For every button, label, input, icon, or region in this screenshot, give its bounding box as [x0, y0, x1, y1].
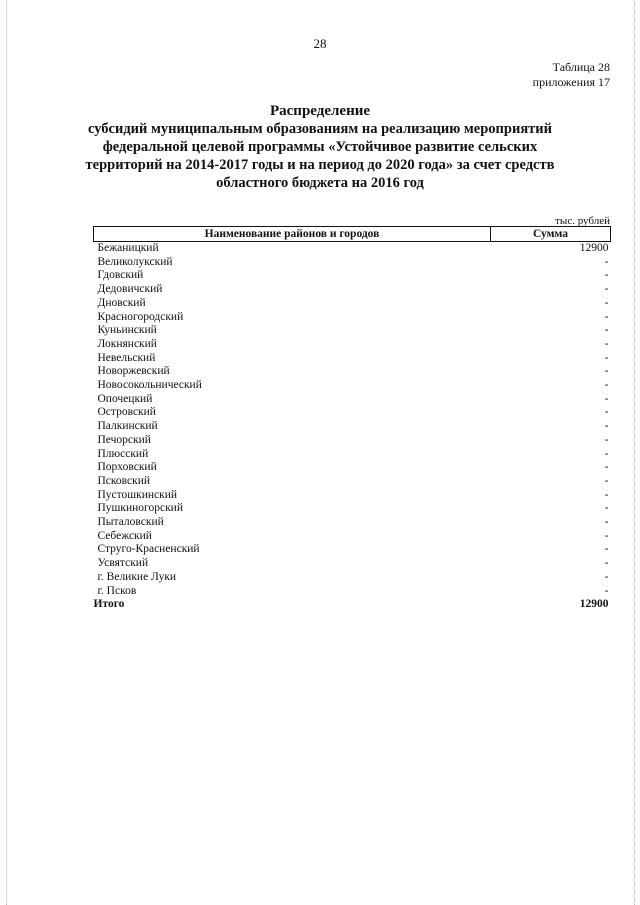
table-reference	[533, 60, 610, 90]
title-line-4: областного бюджета на 2016 год	[216, 175, 424, 191]
total-amount: 12900	[579, 598, 609, 611]
table-row	[94, 311, 611, 325]
table-row	[94, 434, 611, 448]
district-name: Гдовский	[97, 269, 144, 282]
header-amount: Сумма	[491, 227, 611, 242]
distribution-table	[93, 226, 611, 612]
table-row	[94, 338, 611, 352]
table-row	[94, 242, 611, 256]
table-reference-line2: приложения 17	[532, 75, 610, 89]
district-amount: -	[604, 283, 609, 296]
district-name: Пыталовский	[97, 516, 164, 529]
district-amount: -	[604, 502, 609, 515]
table-row	[94, 269, 611, 283]
district-amount: -	[604, 406, 609, 419]
table-body	[94, 242, 611, 612]
table-row	[94, 256, 611, 270]
district-amount: -	[604, 529, 609, 542]
district-amount: -	[604, 447, 609, 460]
district-amount: -	[604, 392, 609, 405]
district-name: Куньинский	[97, 324, 157, 337]
table-row	[94, 585, 611, 599]
district-amount: -	[604, 516, 609, 529]
table-row	[94, 283, 611, 297]
district-amount: -	[604, 543, 609, 556]
table-row	[94, 297, 611, 311]
table-row	[94, 420, 611, 434]
page-number: 28	[313, 36, 327, 51]
table-row	[94, 516, 611, 530]
table-row	[94, 530, 611, 544]
district-amount: -	[604, 351, 609, 364]
table-row	[94, 571, 611, 585]
district-name: Усвятский	[97, 557, 149, 570]
table-row	[94, 448, 611, 462]
district-name: Дедовичский	[97, 283, 163, 296]
district-amount: 12900	[579, 242, 609, 254]
district-name: г. Псков	[97, 584, 137, 597]
district-name: Пушкиногорский	[97, 502, 183, 515]
district-amount: -	[604, 557, 609, 570]
district-name: Опочецкий	[97, 392, 153, 405]
district-name: Новоржевский	[97, 365, 170, 378]
district-amount: -	[604, 337, 609, 350]
district-name: Струго-Красненский	[97, 543, 200, 556]
scan-edge-left	[6, 0, 8, 905]
table-row	[94, 406, 611, 420]
district-amount: -	[604, 474, 609, 487]
document-title	[80, 102, 560, 192]
district-amount: -	[604, 461, 609, 474]
units-label: тыс. рублей	[555, 215, 610, 227]
district-amount: -	[604, 433, 609, 446]
district-amount: -	[604, 310, 609, 323]
total-label: Итого	[93, 598, 125, 611]
total-row	[94, 598, 611, 612]
district-name: Великолукский	[97, 255, 173, 268]
table-row	[94, 475, 611, 489]
district-name: Плюсский	[97, 447, 149, 460]
district-name: г. Великие Луки	[97, 570, 177, 583]
district-amount: -	[604, 379, 609, 392]
table-row	[94, 461, 611, 475]
district-name: Псковский	[97, 474, 151, 487]
district-name: Дновский	[97, 296, 146, 309]
district-name: Новосокольнический	[97, 379, 202, 392]
district-amount: -	[604, 255, 609, 268]
district-amount: -	[604, 570, 609, 583]
district-name: Палкинский	[97, 420, 158, 433]
table-reference-line1: Таблица 28	[552, 60, 610, 74]
table-row	[94, 352, 611, 366]
district-name: Печорский	[97, 433, 151, 446]
title-line-3: территорий на 2014-2017 годы и на период до 2020 года» за счет средств	[85, 157, 555, 173]
title-heading: Распределение	[269, 103, 371, 119]
table-row	[94, 557, 611, 571]
district-amount: -	[604, 324, 609, 337]
district-amount: -	[604, 420, 609, 433]
title-line-1: субсидий муниципальным образованиям на реализацию мероприятий	[87, 121, 552, 137]
district-name: Красногородский	[97, 310, 184, 323]
table-row	[94, 543, 611, 557]
table-header-row	[94, 227, 611, 242]
table-row	[94, 393, 611, 407]
district-name: Порховский	[97, 461, 157, 474]
table-row	[94, 489, 611, 503]
district-name: Бежаницкий	[97, 242, 159, 254]
district-name: Себежский	[97, 529, 152, 542]
table-row	[94, 502, 611, 516]
scan-edge-right	[634, 0, 636, 905]
table-row	[94, 365, 611, 379]
header-name: Наименование районов и городов	[94, 227, 491, 242]
district-amount: -	[604, 269, 609, 282]
table-row	[94, 379, 611, 393]
district-amount: -	[604, 365, 609, 378]
district-name: Пустошкинский	[97, 488, 178, 501]
district-amount: -	[604, 296, 609, 309]
district-amount: -	[604, 488, 609, 501]
district-name: Невельский	[97, 351, 156, 364]
district-name: Локнянский	[97, 337, 157, 350]
district-name: Островский	[97, 406, 156, 419]
distribution-table-wrapper	[93, 226, 611, 612]
table-row	[94, 324, 611, 338]
district-amount: -	[604, 584, 609, 597]
title-line-2: федеральной целевой программы «Устойчивое развитие сельских	[102, 139, 538, 155]
